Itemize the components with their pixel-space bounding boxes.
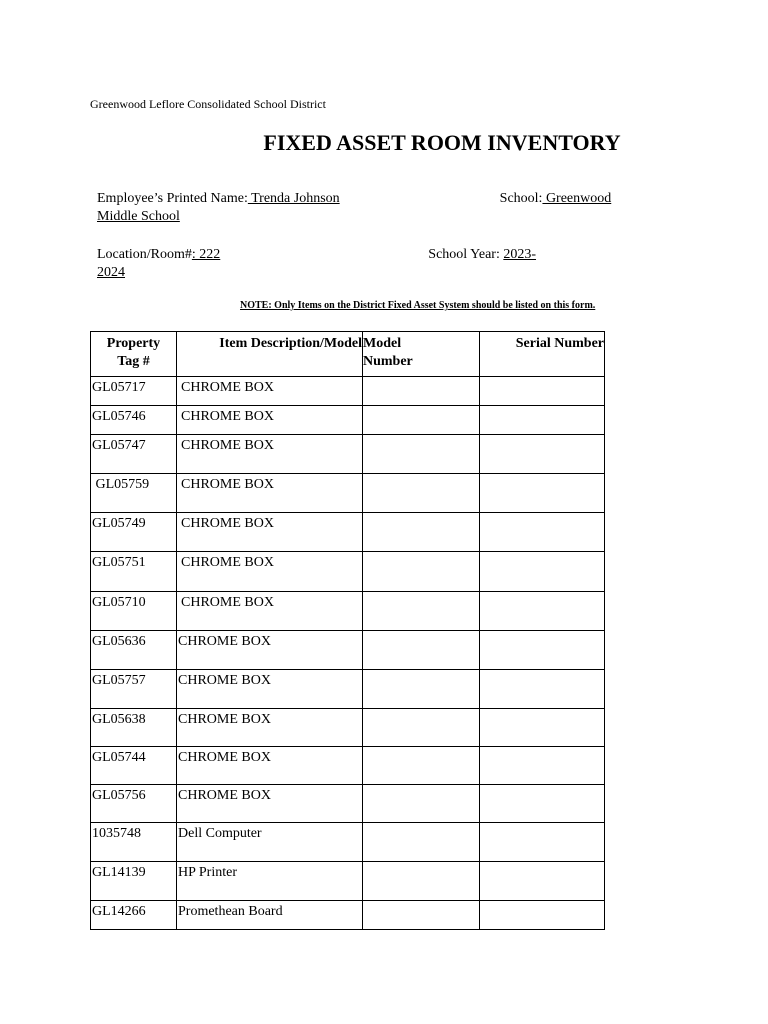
table-row xyxy=(91,513,605,552)
table-row xyxy=(91,552,605,592)
cell-model-number[interactable] xyxy=(363,670,480,709)
cell-property-tag: GL05746 xyxy=(91,406,177,435)
cell-item-description: CHROME BOX xyxy=(177,747,363,785)
cell-property-tag: GL05744 xyxy=(91,747,177,785)
cell-serial-number[interactable] xyxy=(480,709,605,747)
note-text: NOTE: Only Items on the District Fixed Asset System should be listed on this form. xyxy=(240,300,596,311)
cell-model-number[interactable] xyxy=(363,435,480,474)
cell-model-number[interactable] xyxy=(363,901,480,930)
table-row xyxy=(91,862,605,901)
cell-serial-number[interactable] xyxy=(480,823,605,862)
cell-item-description: CHROME BOX xyxy=(177,377,363,406)
school-year-field-part-1[interactable]: 2023- xyxy=(503,247,537,262)
cell-model-number[interactable] xyxy=(363,862,480,901)
cell-serial-number[interactable] xyxy=(480,862,605,901)
cell-item-description: CHROME BOX xyxy=(177,592,363,631)
form-fields xyxy=(97,190,657,282)
cell-property-tag: GL05751 xyxy=(91,552,177,592)
table-row xyxy=(91,823,605,862)
table-row xyxy=(91,406,605,435)
cell-serial-number[interactable] xyxy=(480,631,605,670)
cell-model-number[interactable] xyxy=(363,631,480,670)
cell-property-tag: GL05717 xyxy=(91,377,177,406)
cell-serial-number[interactable] xyxy=(480,406,605,435)
cell-model-number[interactable] xyxy=(363,823,480,862)
cell-serial-number[interactable] xyxy=(480,670,605,709)
inventory-table xyxy=(90,331,605,930)
cell-serial-number[interactable] xyxy=(480,552,605,592)
page-title: FIXED ASSET ROOM INVENTORY xyxy=(263,130,621,155)
cell-item-description: Dell Computer xyxy=(177,823,363,862)
employee-name-field[interactable]: Trenda Johnson xyxy=(247,191,340,206)
header-model-number: Model Number xyxy=(363,332,480,377)
employee-school-line xyxy=(97,190,657,226)
cell-model-number[interactable] xyxy=(363,709,480,747)
table-row xyxy=(91,709,605,747)
cell-item-description: CHROME BOX xyxy=(177,435,363,474)
cell-model-number[interactable] xyxy=(363,747,480,785)
table-row xyxy=(91,377,605,406)
employee-label: Employee’s Printed Name: xyxy=(97,191,248,206)
header-serial-number: Serial Number xyxy=(480,332,605,377)
cell-item-description: CHROME BOX xyxy=(177,631,363,670)
table-row xyxy=(91,592,605,631)
table-row xyxy=(91,901,605,930)
cell-serial-number[interactable] xyxy=(480,785,605,823)
school-field-part-2[interactable]: Middle School xyxy=(97,209,180,224)
school-year-field-part-2[interactable]: 2024 xyxy=(97,265,125,280)
cell-model-number[interactable] xyxy=(363,406,480,435)
table-row xyxy=(91,747,605,785)
table-row xyxy=(91,631,605,670)
cell-item-description: CHROME BOX xyxy=(177,406,363,435)
inventory-table-body xyxy=(91,377,605,930)
cell-property-tag: GL05759 xyxy=(91,474,177,513)
district-name: Greenwood Leflore Consolidated School District xyxy=(90,97,326,111)
cell-property-tag: GL05638 xyxy=(91,709,177,747)
location-year-line xyxy=(97,246,657,282)
cell-serial-number[interactable] xyxy=(480,474,605,513)
table-row xyxy=(91,474,605,513)
header-property-tag: Property Tag # xyxy=(91,332,177,377)
cell-serial-number[interactable] xyxy=(480,592,605,631)
cell-model-number[interactable] xyxy=(363,592,480,631)
table-row xyxy=(91,785,605,823)
cell-serial-number[interactable] xyxy=(480,377,605,406)
school-year-label: School Year: xyxy=(428,247,504,262)
cell-model-number[interactable] xyxy=(363,513,480,552)
cell-property-tag: GL05710 xyxy=(91,592,177,631)
cell-property-tag: 1035748 xyxy=(91,823,177,862)
school-field-part-1[interactable]: Greenwood xyxy=(542,191,612,206)
cell-property-tag: GL05749 xyxy=(91,513,177,552)
cell-model-number[interactable] xyxy=(363,552,480,592)
table-row xyxy=(91,435,605,474)
cell-item-description: CHROME BOX xyxy=(177,709,363,747)
table-row xyxy=(91,670,605,709)
cell-item-description: Promethean Board xyxy=(177,901,363,930)
cell-item-description: HP Printer xyxy=(177,862,363,901)
cell-property-tag: GL05756 xyxy=(91,785,177,823)
header-item-description: Item Description/Model xyxy=(177,332,363,377)
cell-serial-number[interactable] xyxy=(480,747,605,785)
cell-property-tag: GL14266 xyxy=(91,901,177,930)
cell-model-number[interactable] xyxy=(363,785,480,823)
cell-item-description: CHROME BOX xyxy=(177,785,363,823)
location-label: Location/Room# xyxy=(97,247,192,262)
cell-item-description: CHROME BOX xyxy=(177,670,363,709)
school-label: School: xyxy=(499,191,543,206)
cell-item-description: CHROME BOX xyxy=(177,474,363,513)
cell-item-description: CHROME BOX xyxy=(177,513,363,552)
cell-property-tag: GL05757 xyxy=(91,670,177,709)
cell-model-number[interactable] xyxy=(363,474,480,513)
table-header-row xyxy=(91,332,605,377)
cell-property-tag: GL14139 xyxy=(91,862,177,901)
cell-property-tag: GL05747 xyxy=(91,435,177,474)
cell-serial-number[interactable] xyxy=(480,435,605,474)
cell-property-tag: GL05636 xyxy=(91,631,177,670)
cell-serial-number[interactable] xyxy=(480,513,605,552)
cell-serial-number[interactable] xyxy=(480,901,605,930)
location-field[interactable]: : 222 xyxy=(191,247,221,262)
cell-item-description: CHROME BOX xyxy=(177,552,363,592)
cell-model-number[interactable] xyxy=(363,377,480,406)
